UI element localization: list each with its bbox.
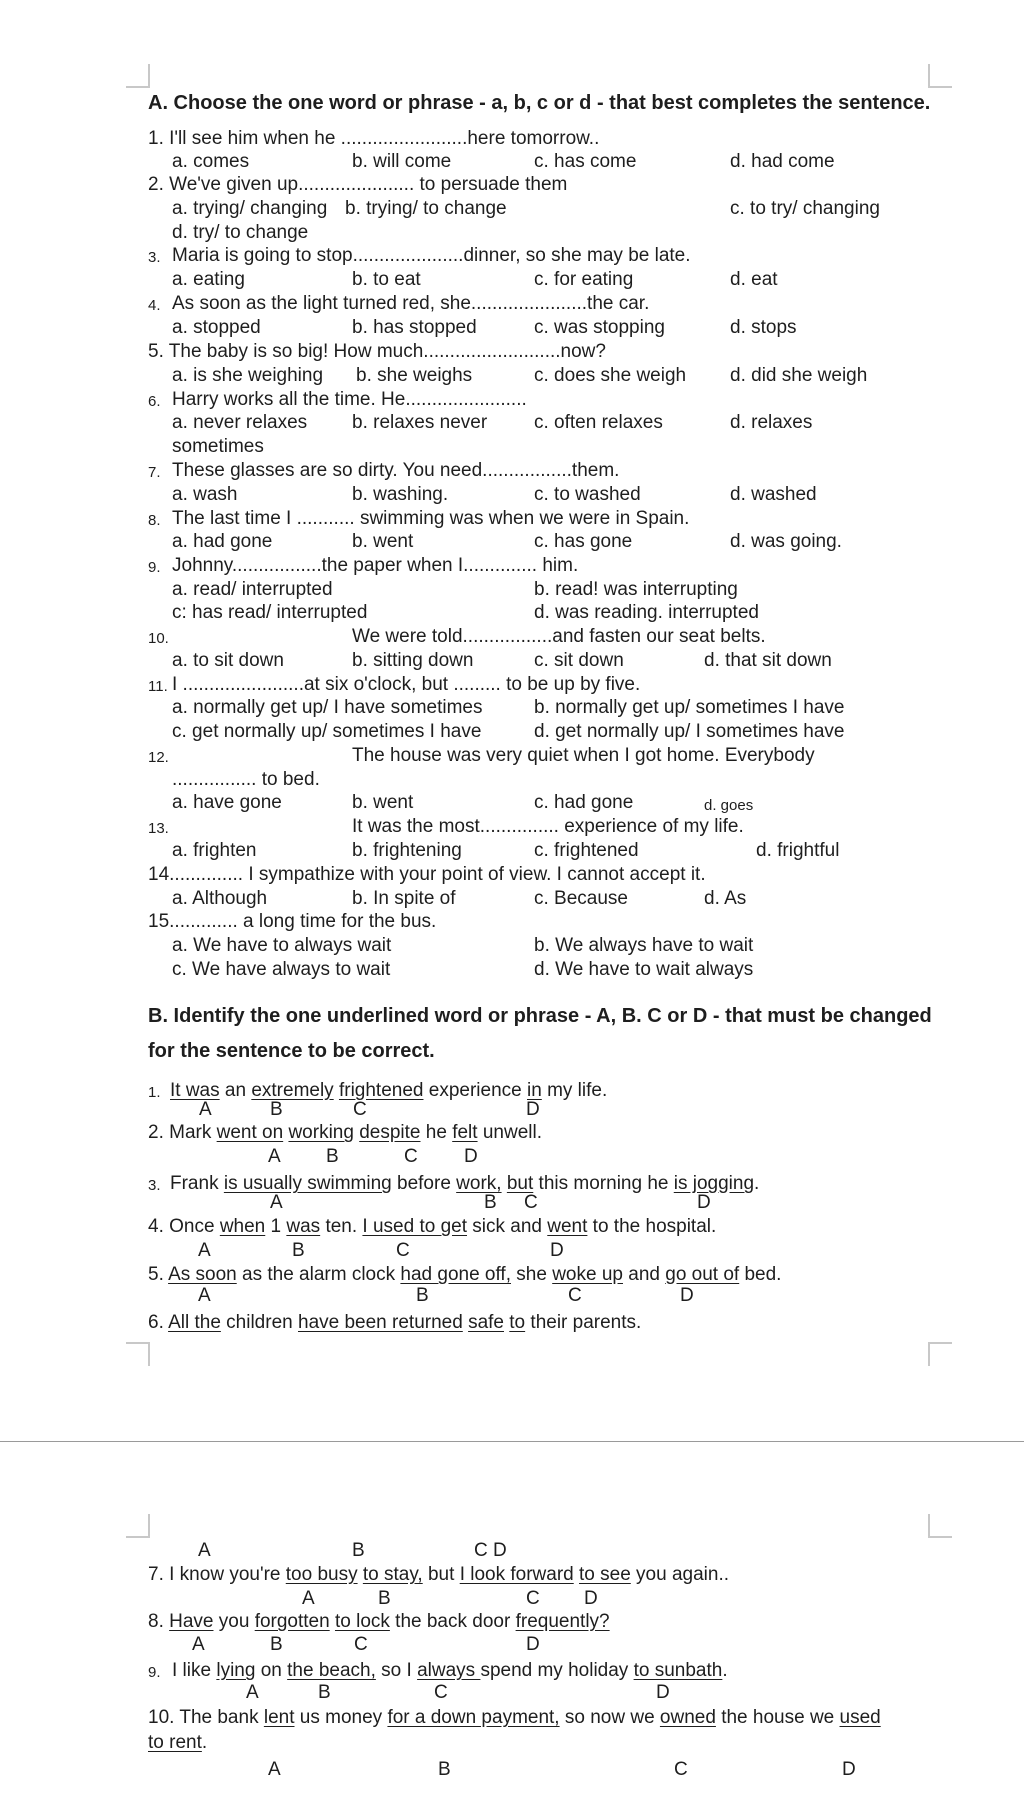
sentence-number: 1. <box>148 1084 161 1101</box>
option-b: b. frightening <box>352 840 462 861</box>
underlined-phrase: too busy <box>285 1564 358 1585</box>
question-stem: I .......................at six o'clock, but ......... to be up by five. <box>172 674 641 695</box>
section-b-heading: B. Identify the one underlined word or phrase - A, B. C or D - that must be changed <box>148 1005 932 1027</box>
answer-letter: B <box>326 1146 339 1167</box>
option-c: c. to washed <box>534 484 641 505</box>
answer-letter: D <box>550 1240 564 1261</box>
underlined-phrase: to rent <box>148 1732 202 1753</box>
underlined-phrase: for a down payment, <box>387 1707 560 1728</box>
option-d: d. washed <box>730 484 817 505</box>
answer-letter: D <box>526 1634 540 1655</box>
answer-letter: A <box>268 1146 281 1167</box>
question-number: 3. <box>148 249 161 266</box>
underlined-phrase: despite <box>359 1122 421 1143</box>
underlined-phrase: used <box>839 1707 881 1728</box>
underlined-phrase: always <box>417 1660 481 1681</box>
answer-letter: C <box>353 1099 367 1120</box>
option-a: a. had gone <box>172 531 273 552</box>
answer-letter: D <box>584 1588 598 1609</box>
underlined-phrase: is jogging <box>673 1173 755 1194</box>
option-a: a. Although <box>172 888 268 909</box>
question-stem-continued: ................ to bed. <box>172 769 320 790</box>
option-c: c. for eating <box>534 269 634 290</box>
underlined-phrase: had gone off, <box>400 1264 511 1285</box>
option-d: d. was going. <box>730 531 842 552</box>
underlined-phrase: lying <box>216 1660 256 1681</box>
question-stem: Johnny.................the paper when I.............. him. <box>172 555 579 576</box>
question-number: 7. <box>148 464 161 481</box>
option-a: a. We have to always wait <box>172 935 392 956</box>
answer-letter: A <box>302 1588 315 1609</box>
page-break <box>0 1441 1024 1442</box>
answer-letter: D <box>842 1759 856 1780</box>
corner-mark <box>928 1342 952 1366</box>
question-stem: 1. I'll see him when he ........................here tomorrow.. <box>148 128 600 149</box>
option-c: c. often relaxes <box>534 412 663 433</box>
option-c: c. frightened <box>534 840 639 861</box>
sentence: 8. Have you forgotten to lock the back door frequently? <box>148 1611 610 1632</box>
answer-letter: B <box>438 1759 451 1780</box>
sentence: 7. I know you're too busy to stay, but I look forward to see you again.. <box>148 1564 730 1585</box>
sentence: 10. The bank lent us money for a down payment, so now we owned the house we used <box>148 1707 881 1728</box>
sentence: I like lying on the beach, so I always spend my holiday to sunbath. <box>172 1660 728 1681</box>
corner-mark <box>928 1514 952 1538</box>
underlined-phrase: lent <box>263 1707 295 1728</box>
corner-mark <box>126 1514 150 1538</box>
sentence: It was an extremely frightened experience in my life. <box>170 1080 608 1101</box>
underlined-phrase: but <box>506 1173 534 1194</box>
answer-letter: A <box>246 1682 259 1703</box>
option-d: d. relaxes <box>730 412 813 433</box>
answer-letter: B <box>484 1192 497 1213</box>
question-stem: As soon as the light turned red, she......................the car. <box>172 293 650 314</box>
underlined-phrase: when <box>219 1216 266 1237</box>
sentence: Frank is usually swimming before work, but this morning he is jogging. <box>170 1173 760 1194</box>
option-c: c. We have always to wait <box>172 959 391 980</box>
sentence-continued: to rent. <box>148 1732 208 1753</box>
option-c: c. does she weigh <box>534 365 687 386</box>
question-number: 11. <box>148 678 168 695</box>
underlined-phrase: work, <box>456 1173 502 1194</box>
option-c: c. sit down <box>534 650 624 671</box>
option-a: a. never relaxes <box>172 412 308 433</box>
underlined-phrase: Have <box>169 1611 214 1632</box>
underlined-phrase: safe <box>468 1312 504 1333</box>
sentence: 5. As soon as the alarm clock had gone off, she woke up and go out of bed. <box>148 1264 782 1285</box>
option-d: d. eat <box>730 269 778 290</box>
underlined-phrase: went on <box>216 1122 284 1143</box>
question-stem: 15............. a long time for the bus. <box>148 911 437 932</box>
question-number: 4. <box>148 297 161 314</box>
answer-letter: A <box>198 1285 211 1306</box>
option-b: b. will come <box>352 151 452 172</box>
option-d: d. try/ to change <box>172 222 309 243</box>
question-number: 9. <box>148 559 161 576</box>
option-a: a. to sit down <box>172 650 284 671</box>
option-d: d. stops <box>730 317 797 338</box>
underlined-phrase: have been returned <box>298 1312 463 1333</box>
option-c: c. to try/ changing <box>730 198 880 219</box>
answer-letter: D <box>656 1682 670 1703</box>
answer-letter: D <box>697 1192 711 1213</box>
option-b: b. trying/ to change <box>345 198 507 219</box>
option-d: d. had come <box>730 151 835 172</box>
sentence-number: 9. <box>148 1664 161 1681</box>
option-b: b. relaxes never <box>352 412 488 433</box>
option-c: c. had gone <box>534 792 634 813</box>
answer-letter: A <box>192 1634 205 1655</box>
option-b: b. We always have to wait <box>534 935 754 956</box>
question-number: 8. <box>148 512 161 529</box>
sentence: 4. Once when 1 was ten. I used to get sick and went to the hospital. <box>148 1216 717 1237</box>
option-c: c. has gone <box>534 531 633 552</box>
option-b: b. sitting down <box>352 650 474 671</box>
answer-letter: C <box>526 1588 540 1609</box>
option-b: b. went <box>352 792 414 813</box>
option-a: a. wash <box>172 484 238 505</box>
answer-letter: B <box>416 1285 429 1306</box>
option-c: c: has read/ interrupted <box>172 602 368 623</box>
answer-letter: B <box>292 1240 305 1261</box>
underlined-phrase: is usually swimming <box>223 1173 392 1194</box>
underlined-phrase: the beach, <box>287 1660 376 1681</box>
section-a-heading: A. Choose the one word or phrase - a, b, c or d - that best completes the sentence. <box>148 92 931 114</box>
underlined-phrase: owned <box>659 1707 716 1728</box>
question-number: 6. <box>148 393 161 410</box>
option-a: a. normally get up/ I have sometimes <box>172 697 483 718</box>
answer-letter: C <box>396 1240 410 1261</box>
underlined-phrase: It was <box>170 1080 220 1101</box>
underlined-phrase: woke up <box>552 1264 623 1285</box>
answer-letter: C <box>404 1146 418 1167</box>
sentence: 2. Mark went on working despite he felt unwell. <box>148 1122 542 1143</box>
underlined-phrase: go out of <box>665 1264 740 1285</box>
option-b: b. to eat <box>352 269 421 290</box>
answer-letter: B <box>352 1540 365 1561</box>
question-stem: Harry works all the time. He....................... <box>172 389 527 410</box>
answer-letter: A <box>270 1192 283 1213</box>
underlined-phrase: to see <box>579 1564 631 1585</box>
answer-letter: B <box>270 1634 283 1655</box>
option-d: d. frightful <box>756 840 840 861</box>
question-stem: 14.............. I sympathize with your point of view. I cannot accept it. <box>148 864 706 885</box>
section-b-heading-continued: for the sentence to be correct. <box>148 1040 435 1062</box>
option-a: a. stopped <box>172 317 261 338</box>
option-c: c. Because <box>534 888 628 909</box>
sentence: 6. All the children have been returned safe to their parents. <box>148 1312 642 1333</box>
option-d: d. was reading. interrupted <box>534 602 759 623</box>
answer-letter: C D <box>474 1540 507 1561</box>
option-b: b. has stopped <box>352 317 477 338</box>
underlined-phrase: to lock <box>334 1611 390 1632</box>
option-d: d. goes <box>704 797 754 814</box>
underlined-phrase: working <box>288 1122 354 1143</box>
question-stem: 2. We've given up...................... to persuade them <box>148 174 568 195</box>
question-stem: These glasses are so dirty. You need.................them. <box>172 460 620 481</box>
question-stem: The last time I ........... swimming was when we were in Spain. <box>172 508 690 529</box>
underlined-phrase: I used to get <box>362 1216 467 1237</box>
underlined-phrase: extremely <box>251 1080 334 1101</box>
answer-letter: C <box>434 1682 448 1703</box>
option-b: b. normally get up/ sometimes I have <box>534 697 845 718</box>
underlined-phrase: to <box>509 1312 526 1333</box>
answer-letter: D <box>680 1285 694 1306</box>
option-d: d. get normally up/ I sometimes have <box>534 721 845 742</box>
answer-letter: D <box>526 1099 540 1120</box>
option-a-continued: sometimes <box>172 436 264 457</box>
option-a: a. trying/ changing <box>172 198 328 219</box>
option-d: d. We have to wait always <box>534 959 754 980</box>
answer-letter: A <box>199 1099 212 1120</box>
question-stem: Maria is going to stop.....................dinner, so she may be late. <box>172 245 691 266</box>
option-a: a. read/ interrupted <box>172 579 333 600</box>
answer-letter: B <box>270 1099 283 1120</box>
option-a: a. is she weighing <box>172 365 324 386</box>
option-a: a. have gone <box>172 792 282 813</box>
underlined-phrase: I look forward <box>459 1564 574 1585</box>
answer-letter: A <box>268 1759 281 1780</box>
answer-letter: B <box>378 1588 391 1609</box>
answer-letter: C <box>568 1285 582 1306</box>
answer-letter: D <box>464 1146 478 1167</box>
corner-mark <box>126 64 150 88</box>
corner-mark <box>928 64 952 88</box>
underlined-phrase: All the <box>168 1312 221 1333</box>
underlined-phrase: felt <box>452 1122 478 1143</box>
question-stem: The house was very quiet when I got home. Everybody <box>352 745 815 766</box>
option-b: b. In spite of <box>352 888 456 909</box>
underlined-phrase: As soon <box>168 1264 237 1285</box>
answer-letter: C <box>524 1192 538 1213</box>
option-b: b. went <box>352 531 414 552</box>
option-a: a. comes <box>172 151 250 172</box>
answer-letter: C <box>674 1759 688 1780</box>
question-stem: 5. The baby is so big! How much..........................now? <box>148 341 606 362</box>
underlined-phrase: frequently? <box>515 1611 610 1632</box>
answer-letter: B <box>318 1682 331 1703</box>
underlined-phrase: frightened <box>338 1080 424 1101</box>
option-d: d. did she weigh <box>730 365 868 386</box>
option-c: c. get normally up/ sometimes I have <box>172 721 482 742</box>
question-number: 13. <box>148 820 169 837</box>
underlined-phrase: to sunbath <box>633 1660 723 1681</box>
question-stem: It was the most............... experience of my life. <box>352 816 744 837</box>
answer-letter: A <box>198 1540 211 1561</box>
underlined-phrase: was <box>286 1216 321 1237</box>
underlined-phrase: went <box>547 1216 588 1237</box>
question-number: 12. <box>148 749 169 766</box>
option-b: b. washing. <box>352 484 449 505</box>
option-b: b. read! was interrupting <box>534 579 738 600</box>
underlined-phrase: forgotten <box>254 1611 330 1632</box>
underlined-phrase: to stay, <box>362 1564 423 1585</box>
question-number: 10. <box>148 630 169 647</box>
option-d: d. that sit down <box>704 650 832 671</box>
question-stem: We were told.................and fasten our seat belts. <box>352 626 766 647</box>
underlined-phrase: in <box>527 1080 542 1101</box>
option-c: c. has come <box>534 151 637 172</box>
answer-letter: C <box>354 1634 368 1655</box>
option-a: a. frighten <box>172 840 257 861</box>
option-b: b. she weighs <box>356 365 473 386</box>
option-c: c. was stopping <box>534 317 665 338</box>
sentence-number: 3. <box>148 1177 161 1194</box>
option-d: d. As <box>704 888 747 909</box>
answer-letter: A <box>198 1240 211 1261</box>
option-a: a. eating <box>172 269 245 290</box>
corner-mark <box>126 1342 150 1366</box>
